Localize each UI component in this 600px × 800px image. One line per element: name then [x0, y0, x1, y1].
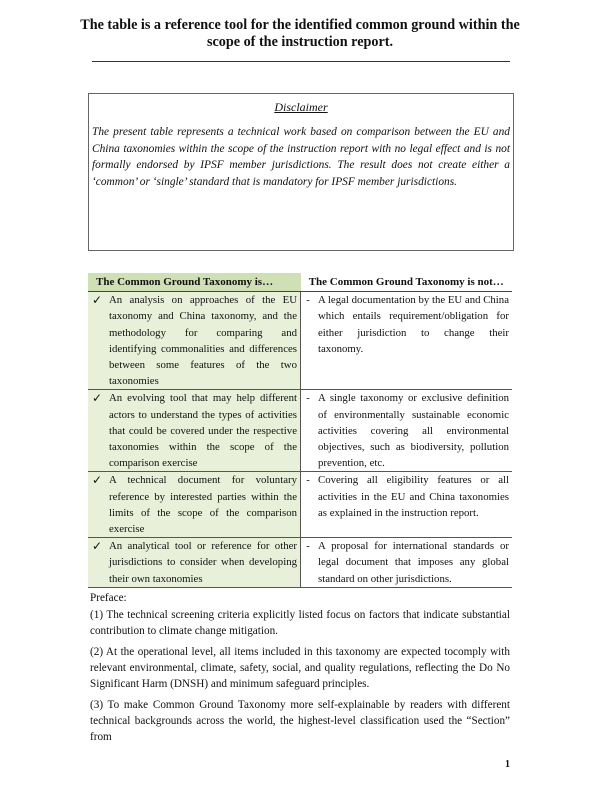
is-not-cell: A single taxonomy or exclusive definition of environmentally sustainable economic activities covering all environmental objectives, such as biodiversity, pollution prevention, etc.: [318, 390, 512, 472]
dash-marker: -: [301, 538, 319, 588]
disclaimer-text: The present table represents a technical work based on comparison between the EU and China taxonomies within the scope of the instruction report with no legal effect and is not formally endorsed by IPSF member jurisdictions. The result does not create either a ‘common’ or ‘single’ standard that is mandatory for IPSF member jurisdictions.: [92, 126, 510, 188]
table-row: [88, 472, 512, 538]
disclaimer-heading: Disclaimer: [274, 100, 328, 114]
preface-paragraph-2: (2) At the operational level, all items included in this taxonomy are expected tocomply with relevant environmental, climate, safety, social, and quality regulations, reflecting the Do No Significant Harm (DNSH) and minimum safeguard principles.: [90, 646, 510, 690]
common-ground-table: [88, 273, 512, 588]
check-icon: ✓: [88, 472, 109, 538]
is-not-cell: Covering all eligibility features or all activities in the EU and China taxonomies as explained in the instruction report.: [318, 472, 512, 538]
check-icon: ✓: [88, 390, 109, 472]
preface-paragraph-1: (1) The technical screening criteria explicitly listed focus on factors that indicate substantial contribution to climate change mitigation.: [90, 609, 510, 637]
dash-marker: -: [301, 472, 319, 538]
table-row: [88, 538, 512, 588]
page-number: 1: [505, 759, 510, 770]
preface-section: [90, 590, 510, 750]
is-cell: An evolving tool that may help different actors to understand the types of activities that could be covered under the respective taxonomies within the scope of the comparison exercise: [109, 390, 301, 472]
page-title: The table is a reference tool for the identified common ground within the scope of the instruction report.: [80, 17, 520, 50]
check-icon: ✓: [88, 292, 109, 390]
disclaimer-box: [88, 93, 514, 251]
dash-marker: -: [301, 292, 319, 390]
is-not-cell: A legal documentation by the EU and China which entails requirement/obligation for either jurisdiction to change their taxonomy.: [318, 292, 512, 390]
check-icon: ✓: [88, 538, 109, 588]
table-row: [88, 292, 512, 390]
preface-paragraph-3: (3) To make Common Ground Taxonomy more self-explainable by readers with different technical backgrounds across the world, the highest-level classification used the “Section” from: [90, 699, 510, 743]
table-header-row: [88, 273, 512, 292]
is-not-cell: A proposal for international standards or legal document that imposes any global standard on other jurisdictions.: [318, 538, 512, 588]
title-divider: [92, 61, 510, 62]
table-row: [88, 390, 512, 472]
preface-label: Preface:: [90, 592, 127, 604]
header-is: The Common Ground Taxonomy is…: [88, 273, 301, 292]
is-cell: An analysis on approaches of the EU taxonomy and China taxonomy, and the methodology for comparing and identifying commonalities and differences between some features of the two taxonomies: [109, 292, 301, 390]
is-cell: A technical document for voluntary reference by interested parties within the limits of the scope of the comparison exercise: [109, 472, 301, 538]
is-cell: An analytical tool or reference for other jurisdictions to consider when developing their own taxonomies: [109, 538, 301, 588]
header-is-not: The Common Ground Taxonomy is not…: [301, 273, 513, 292]
dash-marker: -: [301, 390, 319, 472]
